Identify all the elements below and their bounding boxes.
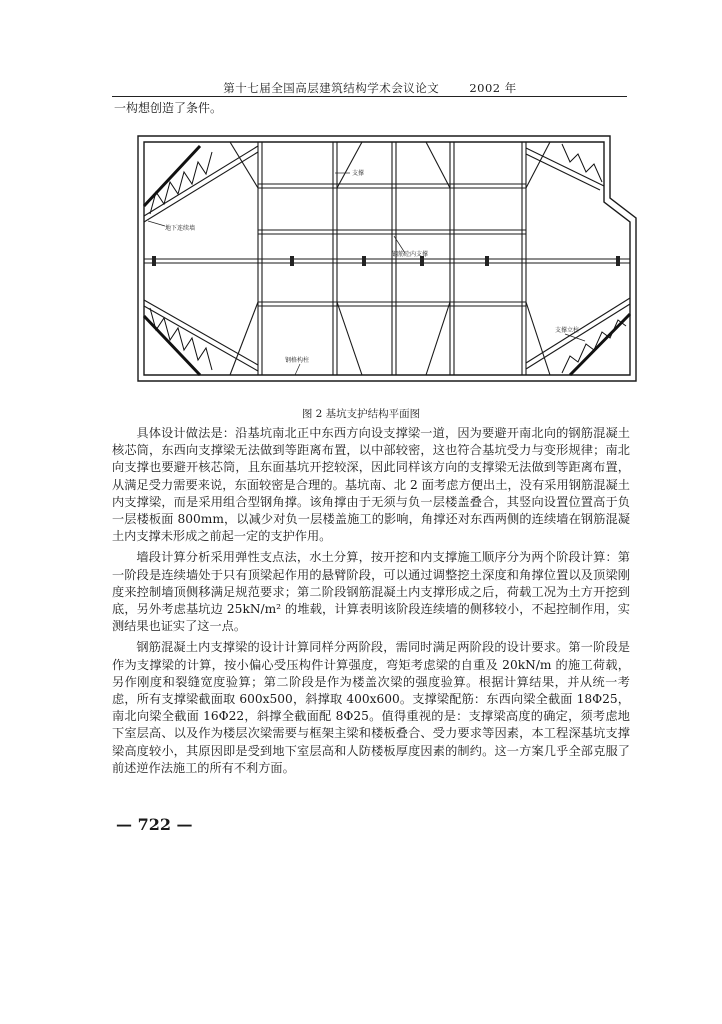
support-plan-figure [130,126,655,391]
paragraph-2: 墙段计算分析采用弹性支点法，水土分算，按开挖和内支撑施工顺序分为两个阶段计算：第一阶段是连续墙处于只有顶梁起作用的悬臂阶段，可以通过调整挖土深度和角撑位置以及顶梁刚度来控制墙顶侧移满足规范要求；第二阶段钢筋混凝土内支撑形成之后，荷载工况为土方开挖到底，另外考虑基坑边 25kN/m² 的堆载，计算表明该阶段连续墙的侧移较小，不起控制作用，实测结果也证实了这一点。 [112,550,630,634]
header-year: 2002 年 [469,81,517,95]
body-text [112,425,630,781]
paragraph-1: 具体设计做法是：沿基坑南北正中东西方向设支撑梁一道，因为要避开南北向的钢筋混凝土核芯筒，东西向支撑梁无法做到等距离布置，以中部较密，这也符合基坑受力与变形规律；南北向支撑也要避开核芯筒，且东面基坑开挖较深，因此同样该方向的支撑梁无法做到等距离布置，从满足受力需要来说，东面较密是合理的。基坑南、北 2 面考虑方便出土，没有采用钢筋混凝土内支撑梁，而是采用组合型钢角撑。该角撑由于无须与负一层楼盖叠合，其竖向设置位置高于负一层楼板面 800mm，以减少对负一层楼盖施工的影响，角撑还对东西两侧的连续墙在钢筋混凝土内支撑未形成之前起一定的支护作用。 [112,426,630,544]
paragraph-3: 钢筋混凝土内支撑梁的设计计算同样分两阶段，需同时满足两阶段的设计要求。第一阶段是作为支撑梁的计算，按小偏心受压构件计算强度，弯矩考虑梁的自重及 20kN/m 的施工荷载，另作刚度和裂缝宽度验算；第二阶段是作为楼盖次梁的强度验算。根据计算结果，并从统一考虑，所有支撑梁截面取 600x500，斜撑取 400x600。支撑梁配筋：东西向梁全截面 18Φ25，南北向梁全截面 16Φ22，斜撑全截面配 8Φ25。值得重视的是：支撑梁高度的确定，须考虑地下室层高、以及作为楼层次梁需要与框架主梁和楼板叠合、受力要求等因素，本工程深基坑支撑梁高度较小，其原因即是受到地下室层高和人防楼板厚度因素的制约。这一方案几乎全部克服了前述逆作法施工的所有不利方面。 [112,640,630,775]
lead-text: 一构想创造了条件。 [114,101,223,115]
label-top-beam: 支撑 [352,170,365,177]
leader-lines [148,173,585,375]
figure-caption: 图 2 基坑支护结构平面图 [301,408,421,420]
header-rule [112,96,627,97]
label-column: 钢格构柱 [285,357,310,364]
label-center: 钢筋砼内支撑 [392,251,429,258]
running-header [120,80,620,96]
header-title: 第十七届全国高层建筑结构学术会议论文 [223,81,440,95]
label-wall: 地下连续墙 [165,225,196,232]
support-columns [152,256,620,266]
label-right: 支撑立柱 [555,327,580,334]
page-number: — 722 — [116,815,193,834]
